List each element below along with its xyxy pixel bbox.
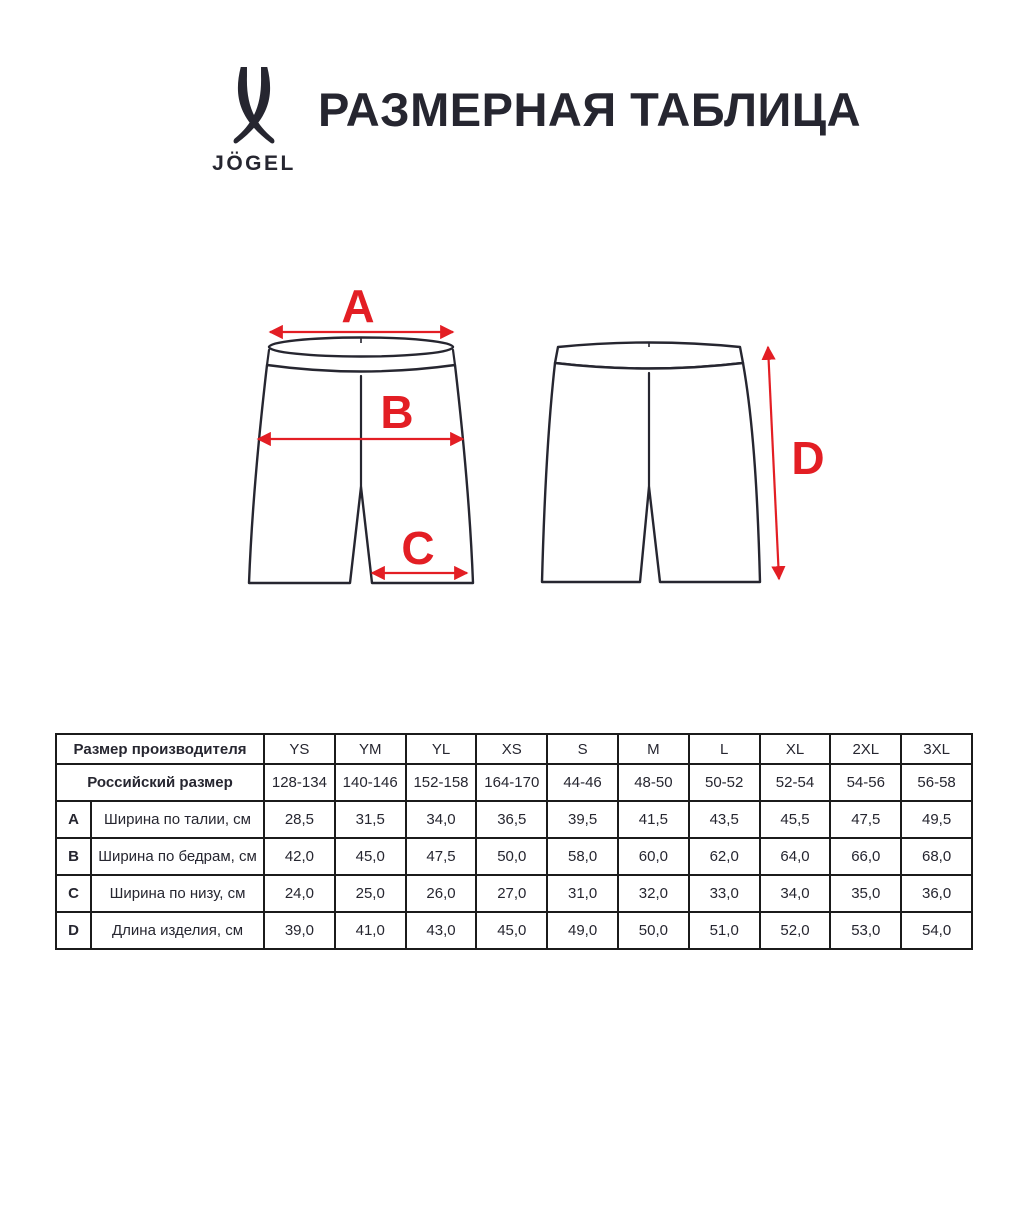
value-cell: 66,0 [830, 838, 901, 875]
size-col-header: YS [264, 734, 335, 764]
value-cell: 45,5 [760, 801, 831, 838]
page-title: РАЗМЕРНАЯ ТАБЛИЦА [318, 83, 862, 136]
value-cell: 49,5 [901, 801, 972, 838]
russian-size-label: Российский размер [56, 764, 264, 801]
dimension-letter-cell: D [56, 912, 91, 949]
size-col-header: 2XL [830, 734, 901, 764]
value-cell: 36,5 [476, 801, 547, 838]
dimension-row-d [56, 912, 972, 949]
value-cell: 45,0 [476, 912, 547, 949]
shorts-back-diagram [542, 342, 760, 582]
shorts-diagram [190, 260, 850, 610]
value-cell: 47,5 [830, 801, 901, 838]
value-cell: 41,0 [335, 912, 406, 949]
value-cell: 27,0 [476, 875, 547, 912]
dim-label-b: B [380, 386, 414, 438]
russian-size-cell: 52-54 [760, 764, 831, 801]
value-cell: 39,5 [547, 801, 618, 838]
russian-size-cell: 44-46 [547, 764, 618, 801]
value-cell: 42,0 [264, 838, 335, 875]
dim-label-c: C [401, 522, 435, 574]
value-cell: 31,5 [335, 801, 406, 838]
value-cell: 25,0 [335, 875, 406, 912]
size-col-header: S [547, 734, 618, 764]
value-cell: 26,0 [406, 875, 477, 912]
value-cell: 28,5 [264, 801, 335, 838]
size-col-header: XS [476, 734, 547, 764]
dimension-row-a [56, 801, 972, 838]
dimension-letter-cell: B [56, 838, 91, 875]
value-cell: 34,0 [406, 801, 477, 838]
russian-size-cell: 56-58 [901, 764, 972, 801]
value-cell: 39,0 [264, 912, 335, 949]
dimension-name-cell: Длина изделия, см [91, 912, 264, 949]
size-col-header: XL [760, 734, 831, 764]
dim-label-a: A [341, 280, 375, 332]
dimension-name-cell: Ширина по низу, см [91, 875, 264, 912]
size-col-header: L [689, 734, 760, 764]
size-table [55, 733, 973, 950]
value-cell: 64,0 [760, 838, 831, 875]
value-cell: 31,0 [547, 875, 618, 912]
manufacturer-size-row [56, 734, 972, 764]
brand-wordmark: JÖGEL [212, 152, 296, 175]
value-cell: 36,0 [901, 875, 972, 912]
size-col-header: M [618, 734, 689, 764]
value-cell: 50,0 [618, 912, 689, 949]
dimension-name-cell: Ширина по бедрам, см [91, 838, 264, 875]
value-cell: 41,5 [618, 801, 689, 838]
value-cell: 51,0 [689, 912, 760, 949]
dim-label-d: D [791, 432, 825, 484]
value-cell: 68,0 [901, 838, 972, 875]
value-cell: 43,0 [406, 912, 477, 949]
dimension-name-cell: Ширина по талии, см [91, 801, 264, 838]
value-cell: 60,0 [618, 838, 689, 875]
value-cell: 43,5 [689, 801, 760, 838]
value-cell: 34,0 [760, 875, 831, 912]
size-col-header: YL [406, 734, 477, 764]
manufacturer-size-label: Размер производителя [56, 734, 264, 764]
shorts-front-diagram [249, 338, 473, 584]
value-cell: 24,0 [264, 875, 335, 912]
value-cell: 62,0 [689, 838, 760, 875]
dimension-row-c [56, 875, 972, 912]
russian-size-cell: 50-52 [689, 764, 760, 801]
value-cell: 47,5 [406, 838, 477, 875]
jogel-emblem-icon [215, 64, 293, 148]
dimension-letter-cell: C [56, 875, 91, 912]
value-cell: 33,0 [689, 875, 760, 912]
russian-size-row [56, 764, 972, 801]
russian-size-cell: 48-50 [618, 764, 689, 801]
value-cell: 53,0 [830, 912, 901, 949]
value-cell: 45,0 [335, 838, 406, 875]
dimension-row-b [56, 838, 972, 875]
size-col-header: 3XL [901, 734, 972, 764]
russian-size-cell: 140-146 [335, 764, 406, 801]
russian-size-cell: 128-134 [264, 764, 335, 801]
russian-size-cell: 54-56 [830, 764, 901, 801]
size-col-header: YM [335, 734, 406, 764]
value-cell: 35,0 [830, 875, 901, 912]
dim-arrow-d [768, 347, 779, 579]
value-cell: 50,0 [476, 838, 547, 875]
value-cell: 58,0 [547, 838, 618, 875]
russian-size-cell: 164-170 [476, 764, 547, 801]
brand-logo [193, 64, 315, 176]
value-cell: 52,0 [760, 912, 831, 949]
russian-size-cell: 152-158 [406, 764, 477, 801]
value-cell: 32,0 [618, 875, 689, 912]
value-cell: 49,0 [547, 912, 618, 949]
dimension-letter-cell: A [56, 801, 91, 838]
value-cell: 54,0 [901, 912, 972, 949]
